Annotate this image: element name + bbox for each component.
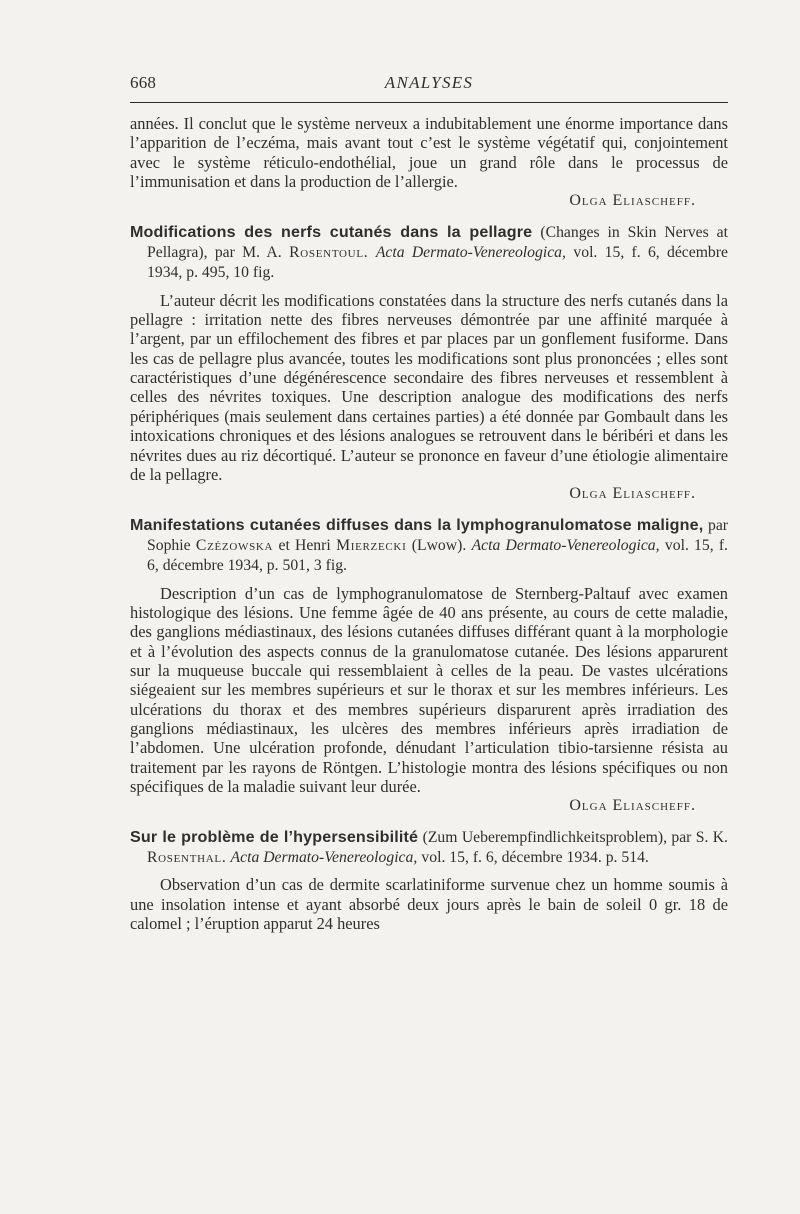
author-name: Rosentoul.: [289, 244, 369, 262]
page-content: [130, 114, 728, 933]
citation-details: vol. 15, f. 6, décembre 1934. p. 514.: [421, 849, 649, 867]
header-rule: [130, 102, 728, 103]
page-header: [130, 72, 728, 96]
article-body: Description d’un cas de lymphogranulomatose de Sternberg-Paltauf avec examen histologique des lésions. Une femme âgée de 40 ans présente, au cours de cette maladie, des ganglions médiastinaux, des lésions cutanées diffuses différant quant à la morphologie et à l’évolution des aspects connus de la granulomatose cutanée. Des lésions apparurent sur la muqueuse buccale qui ressemblaient à celles de la peau. De vastes ulcérations siégeaient sur les membres supérieurs et sur le thorax et sur les membres inférieurs. Les ulcérations du thorax et des membres supérieurs disparurent après irradiation des ganglions médiastinaux, les ulcères des membres inférieurs après irradiation de l’abdomen. Une ulcération profonde, dénudant l’articulation tibio-tarsienne résista au traitement par les rayons de Röntgen. L’histologie montra des lésions spécifiques ou non spécifiques de la maladie suivant leur durée.: [130, 583, 728, 796]
journal-name: Acta Dermato-Venereologica,: [230, 849, 418, 867]
citation-text: par Sophie: [147, 516, 728, 554]
citation-text: (Changes in Skin Nerves at Pellagra), par M. A.: [147, 223, 728, 262]
journal-name: Acta Dermato-Venereologica,: [471, 536, 660, 554]
article-title: Sur le problème de l’hypersensibilité: [130, 827, 419, 846]
journal-name: Acta Dermato-Venereologica,: [375, 244, 566, 262]
article-body: Observation d’un cas de dermite scarlatiniforme survenue chez un homme soumis à une insolation intense et ayant absorbé deux jours après le bain de soleil 0 gr. 18 de calomel ; l’éruption apparut 24 heures: [130, 875, 728, 934]
citation-text: (Lwow).: [411, 536, 467, 554]
citation-text: et Henri: [278, 536, 331, 554]
signature: Olga Eliascheff.: [569, 485, 696, 503]
article-heading: [130, 827, 728, 868]
running-head: ANALYSES: [384, 73, 474, 92]
paragraph-spacer: [130, 576, 728, 584]
article-title: Modifications des nerfs cutanés dans la pellagre: [130, 222, 533, 241]
signature: Olga Eliascheff.: [569, 797, 696, 815]
signature: Olga Eliascheff.: [569, 192, 696, 210]
article-heading: [130, 515, 728, 576]
author-name: Mierzecki: [336, 536, 407, 554]
page-number: 668: [130, 73, 157, 92]
author-name: Czézowska: [195, 536, 274, 554]
citation-text: (Zum Ueberempfindlichkeitsproblem), par S. K.: [422, 828, 728, 846]
author-name: Rosenthal.: [147, 849, 227, 867]
continuation-paragraph: années. Il conclut que le système nerveux a indubitablement une énorme importance dans l’apparition de l’eczéma, mais avant tout c’est le système végétatif qui, conjointement avec le système réticulo-endothélial, joue un grand rôle dans le processus de l’immunisation et dans la production de l’allergie.: [130, 114, 728, 192]
citation-details: vol. 15, f. 6, décembre 1934, p. 495, 10 fig.: [147, 244, 728, 282]
article-title: Manifestations cutanées diffuses dans la lymphogranulomatose maligne,: [130, 515, 704, 534]
paragraph-spacer: [130, 283, 728, 291]
citation-details: vol. 15, f. 6, décembre 1934, p. 501, 3 fig.: [147, 536, 728, 575]
paragraph-spacer: [130, 867, 728, 875]
article-body: L’auteur décrit les modifications constatées dans la structure des nerfs cutanés dans la pellagre : irritation nette des fibres nerveuses démontrée par une affinité marquée à l’argent, par un effilochement des fibres et par places par un gonflement fusiforme. Dans les cas de pellagre plus avancée, toutes les modifications sont plus prononcées ; elles sont caractéristiques d’une dégénérescence secondaire des fibres nerveuses et ressemblent à celles des névrites toxiques. Une description analogue des modifications des nerfs périphériques (mais seulement dans certaines parties) a été donnée par Gombault dans les intoxications chroniques et des lésions analogues se retrouvent dans le béribéri et dans les névrites dues au riz décortiqué. L’auteur se prononce en faveur d’une étiologie alimentaire de la pellagre.: [130, 290, 728, 484]
article-heading: [130, 222, 728, 283]
